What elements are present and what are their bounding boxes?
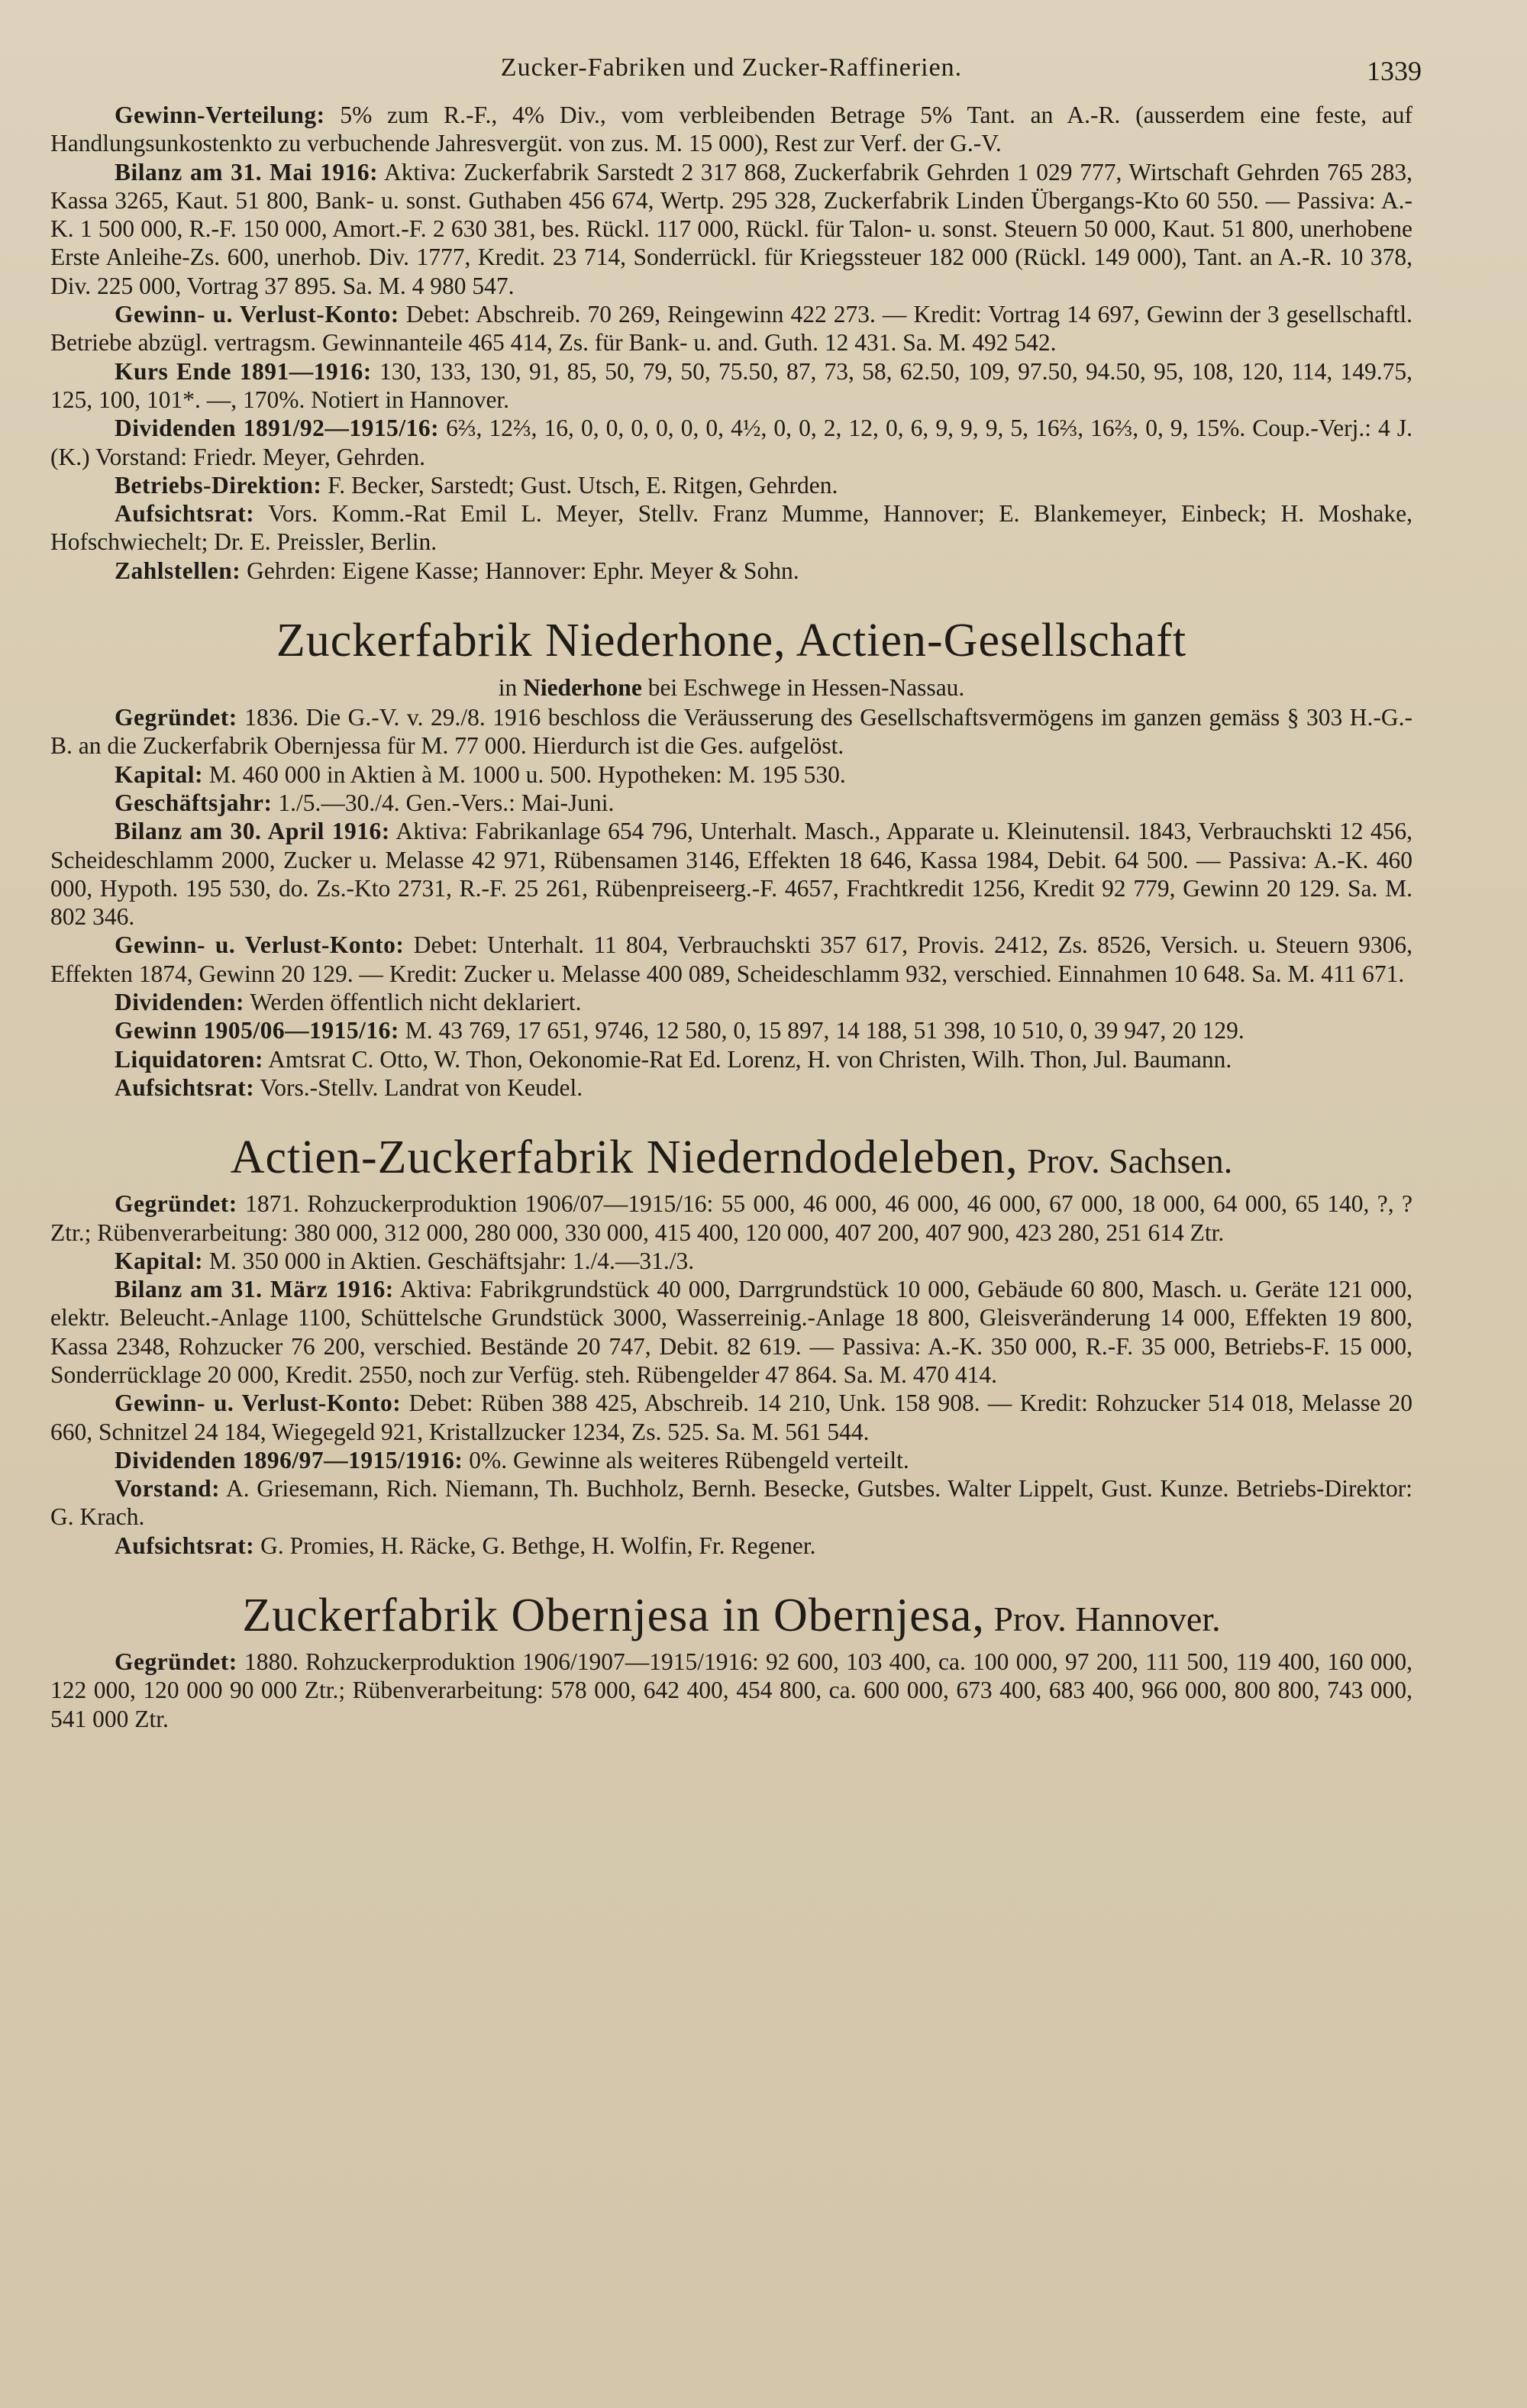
entry-paragraph [50, 300, 1412, 357]
location-suffix: bei Eschwege in Hessen-Nassau. [641, 674, 965, 702]
field-text: Vors.-Stellv. Landrat von Keudel. [254, 1073, 583, 1101]
field-text: Debet: Abschreib. 70 269, Reingewinn 422 273. — Kredit: Vortrag 14 697, Gewinn der 3 gesellschaftl. Betriebe abzügl. vertragsm. Gewinnanteile 465 414, Zs. für Bank- u. and. Guth. 12 431. Sa. M. 492 542. [50, 301, 1412, 357]
page-header [50, 53, 1422, 101]
field-label: Aufsichtsrat: [115, 1073, 255, 1101]
field-label: Gewinn- u. Verlust-Konto: [115, 931, 405, 959]
company-name: Actien-Zuckerfabrik Niederndodeleben, [230, 1131, 1019, 1184]
field-label: Aufsichtsrat: [115, 1532, 255, 1559]
field-label: Betriebs-Direktion: [115, 471, 322, 499]
entry-paragraph [50, 1275, 1412, 1389]
field-text: Debet: Rüben 388 425, Abschreib. 14 210, Unk. 158 908. — Kredit: Rohzucker 514 018, Melasse 20 660, Schnitzel 24 184, Wiegegeld 921, Kristallzucker 1234, Zs. 525. Sa. M. 561 544. [50, 1390, 1412, 1445]
entry-paragraph [50, 1073, 1412, 1102]
field-label: Geschäftsjahr: [115, 789, 273, 816]
entry-paragraph [50, 1474, 1412, 1532]
company-heading [50, 1587, 1412, 1648]
field-text: 1871. Rohzuckerproduktion 1906/07—1915/16: 55 000, 46 000, 46 000, 46 000, 67 000, 18 000, 64 000, 65 140, ?, ? Ztr.; Rübenverarbeitung: 380 000, 312 000, 280 000, 330 000, 415 400, 120 000, 407 200, 407 900, 423 280, 251 614 Ztr. [50, 1190, 1412, 1246]
field-label: Kurs Ende 1891—1916: [115, 357, 372, 385]
field-text: 130, 133, 130, 91, 85, 50, 79, 50, 75.50, 87, 73, 58, 62.50, 109, 97.50, 94.50, 95, 108, 120, 114, 149.75, 125, 100, 101*. —, 170%. Notiert in Hannover. [50, 357, 1412, 413]
location-prefix: in [498, 674, 524, 702]
field-text: Amtsrat C. Otto, W. Thon, Oekonomie-Rat Ed. Lorenz, H. von Christen, Wilh. Thon, Jul. Baumann. [263, 1045, 1232, 1073]
entry-niederhone [50, 612, 1412, 1102]
entry-paragraph [50, 817, 1412, 931]
company-name: Zuckerfabrik Obernjesa in Obernjesa, [242, 1590, 985, 1642]
entry-paragraph [50, 1016, 1412, 1044]
entry-paragraph [50, 471, 1412, 499]
field-text: Aktiva: Fabrikanlage 654 796, Unterhalt. Masch., Apparate u. Kleinutensil. 1843, Verbrauchskti 12 456, Scheideschlamm 2000, Zucker u. Melasse 42 971, Rübensamen 3146, Effekten 18 646, Kassa 1984, Debit. 64 500. — Passiva: A.-K. 460 000, Hypoth. 195 530, do. Zs.-Kto 2731, R.-F. 25 261, Rübenpreiseerg.-F. 4657, Frachtkredit 1256, Kredit 92 779, Gewinn 20 129. Sa. M. 802 346. [50, 818, 1412, 931]
entry-paragraph [50, 1532, 1412, 1560]
field-text: 5% zum R.-F., 4% Div., vom verbleibenden Betrage 5% Tant. an A.-R. (ausserdem eine feste, auf Handlungsunkostenkto zu verbuchende Jahresvergüt. von zus. M. 15 000), Rest zur Verf. der G.-V. [50, 102, 1412, 157]
field-label: Bilanz am 31. Mai 1916: [115, 158, 379, 186]
company-heading [50, 612, 1412, 673]
entry-paragraph [50, 1247, 1412, 1275]
page-number: 1339 [1367, 56, 1422, 86]
field-text: A. Griesemann, Rich. Niemann, Th. Buchholz, Bernh. Besecke, Gutsbes. Walter Lippelt, Gust. Kunze. Betriebs-Direktor: G. Krach. [50, 1475, 1412, 1531]
entry-niederndodeleben [50, 1129, 1412, 1560]
field-text: Debet: Unterhalt. 11 804, Verbrauchskti 357 617, Provis. 2412, Zs. 8526, Versich. u. Steuern 9306, Effekten 1874, Gewinn 20 129. — Kredit: Zucker u. Melasse 400 089, Scheideschlamm 932, verschied. Einnahmen 10 648. Sa. M. 411 671. [50, 931, 1412, 987]
field-text: 1836. Die G.-V. v. 29./8. 1916 beschloss die Veräusserung des Gesellschaftsvermögens im ganzen gemäss § 303 H.-G.-B. an die Zuckerfabrik Obernjessa für M. 77 000. Hierdurch ist die Ges. aufgelöst. [50, 704, 1412, 760]
entry-paragraph [50, 101, 1412, 158]
field-label: Aufsichtsrat: [115, 500, 255, 528]
field-text: Werden öffentlich nicht deklariert. [244, 989, 582, 1016]
field-label: Zahlstellen: [115, 557, 241, 584]
field-label: Gegründet: [115, 1648, 237, 1676]
entry-paragraph [50, 789, 1412, 817]
company-suffix: Prov. Hannover. [984, 1599, 1221, 1639]
field-label: Dividenden: [115, 989, 245, 1016]
field-label: Gewinn- u. Verlust-Konto: [115, 301, 399, 328]
running-title: Zucker-Fabriken und Zucker-Raffinerien. [500, 53, 963, 82]
field-label: Gegründet: [115, 704, 237, 731]
field-text: 0%. Gewinne als weiteres Rübengeld verteilt. [463, 1446, 909, 1474]
field-text: F. Becker, Sarstedt; Gust. Utsch, E. Ritgen, Gehrden. [321, 471, 838, 499]
entry-paragraph [50, 931, 1412, 988]
entry-paragraph [50, 357, 1412, 415]
entry-paragraph [50, 703, 1412, 760]
field-text: Vors. Komm.-Rat Emil L. Meyer, Stellv. Franz Mumme, Hannover; E. Blankemeyer, Einbeck; H. Moshake, Hofschwiechelt; Dr. E. Preissler, Berlin. [50, 500, 1412, 556]
entry-paragraph [50, 1189, 1412, 1247]
entry-paragraph [50, 1648, 1412, 1733]
field-label: Liquidatoren: [115, 1045, 263, 1073]
entry-paragraph [50, 414, 1412, 471]
company-heading [50, 1129, 1412, 1189]
entry-paragraph [50, 988, 1412, 1016]
field-label: Gewinn- u. Verlust-Konto: [115, 1390, 402, 1417]
field-text: Gehrden: Eigene Kasse; Hannover: Ephr. Meyer & Sohn. [241, 557, 799, 584]
entry-paragraph [50, 1045, 1412, 1073]
field-text: G. Promies, H. Räcke, G. Bethge, H. Wolfin, Fr. Regener. [254, 1532, 816, 1559]
field-label: Bilanz am 31. März 1916: [115, 1276, 394, 1303]
entry-paragraph [50, 499, 1412, 557]
field-label: Gegründet: [115, 1190, 237, 1218]
field-text: M. 460 000 in Aktien à M. 1000 u. 500. Hypotheken: M. 195 530. [203, 760, 846, 788]
field-text: 1880. Rohzuckerproduktion 1906/1907—1915/1916: 92 600, 103 400, ca. 100 000, 97 200, 111 500, 119 400, 160 000, 122 000, 120 000 90 000 Ztr.; Rübenverarbeitung: 578 000, 642 400, 454 800, ca. 600 000, 673 400, 683 400, 966 000, 800 800, 743 000, 541 000 Ztr. [50, 1648, 1412, 1732]
field-label: Gewinn 1905/06—1915/16: [115, 1017, 399, 1044]
field-text: 6⅔, 12⅔, 16, 0, 0, 0, 0, 0, 0, 4½, 0, 0, 2, 12, 0, 6, 9, 9, 9, 5, 16⅔, 16⅔, 0, 9, 15%. Coup.-Verj.: 4 J. (K.) Vorstand: Friedr. Meyer, Gehrden. [50, 415, 1412, 470]
field-label: Kapital: [115, 1247, 204, 1274]
location-name: Niederhone [523, 674, 642, 702]
field-label: Gewinn-Verteilung: [115, 102, 325, 128]
field-label: Vorstand: [115, 1475, 221, 1503]
field-label: Kapital: [115, 760, 204, 788]
field-label: Bilanz am 30. April 1916: [115, 818, 390, 845]
entry-paragraph [50, 1389, 1412, 1446]
field-text: M. 350 000 in Aktien. Geschäftsjahr: 1./4.—31./3. [203, 1247, 695, 1274]
entry-obernjesa [50, 1587, 1412, 1733]
entry-paragraph [50, 1446, 1412, 1474]
entry-continued [50, 101, 1412, 585]
entry-paragraph [50, 158, 1412, 300]
field-text: 1./5.—30./4. Gen.-Vers.: Mai-Juni. [272, 789, 615, 816]
entry-paragraph [50, 760, 1412, 789]
field-label: Dividenden 1891/92—1915/16: [115, 415, 440, 442]
company-suffix: Prov. Sachsen. [1018, 1141, 1233, 1181]
field-text: M. 43 769, 17 651, 9746, 12 580, 0, 15 897, 14 188, 51 398, 10 510, 0, 39 947, 20 129. [399, 1017, 1245, 1044]
entry-paragraph [50, 557, 1412, 585]
field-label: Dividenden 1896/97—1915/1916: [115, 1446, 463, 1474]
company-location [50, 673, 1412, 703]
company-name: Zuckerfabrik Niederhone, Actien-Gesellschaft [276, 615, 1187, 667]
field-text: Aktiva: Zuckerfabrik Sarstedt 2 317 868, Zuckerfabrik Gehrden 1 029 777, Wirtschaft Gehrden 765 283, Kassa 3265, Kaut. 51 800, Bank- u. sonst. Guthaben 456 674, Wertp. 295 328, Zuckerfabrik Linden Übergangs-Kto 60 550. — Passiva: A.-K. 1 500 000, R.-F. 150 000, Amort.-F. 2 630 381, bes. Rückl. 117 000, Rückl. für Talon- u. sonst. Steuern 50 000, Kaut. 51 800, unerhobene Erste Anleihe-Zs. 600, unerhob. Div. 1777, Kredit. 23 714, Sonderrückl. für Kriegssteuer 182 000 (Rückl. 149 000), Tant. an A.-R. 10 378, Div. 225 000, Vortrag 37 895. Sa. M. 4 980 547. [50, 158, 1412, 299]
field-text: Aktiva: Fabrikgrundstück 40 000, Darrgrundstück 10 000, Gebäude 60 800, Masch. u. Geräte 121 000, elektr. Beleucht.-Anlage 1100, Schüttelsche Grundstück 3000, Wasserreinig.-Anlage 18 800, Gleisveränderung 14 000, Effekten 19 800, Kassa 2348, Rohzucker 76 200, verschied. Bestände 20 747, Debit. 82 619. — Passiva: A.-K. 350 000, R.-F. 35 000, Betriebs-F. 15 000, Sonderrücklage 20 000, Kredit. 2550, noch zur Verfüg. steh. Rübengelder 47 864. Sa. M. 470 414. [50, 1276, 1413, 1388]
